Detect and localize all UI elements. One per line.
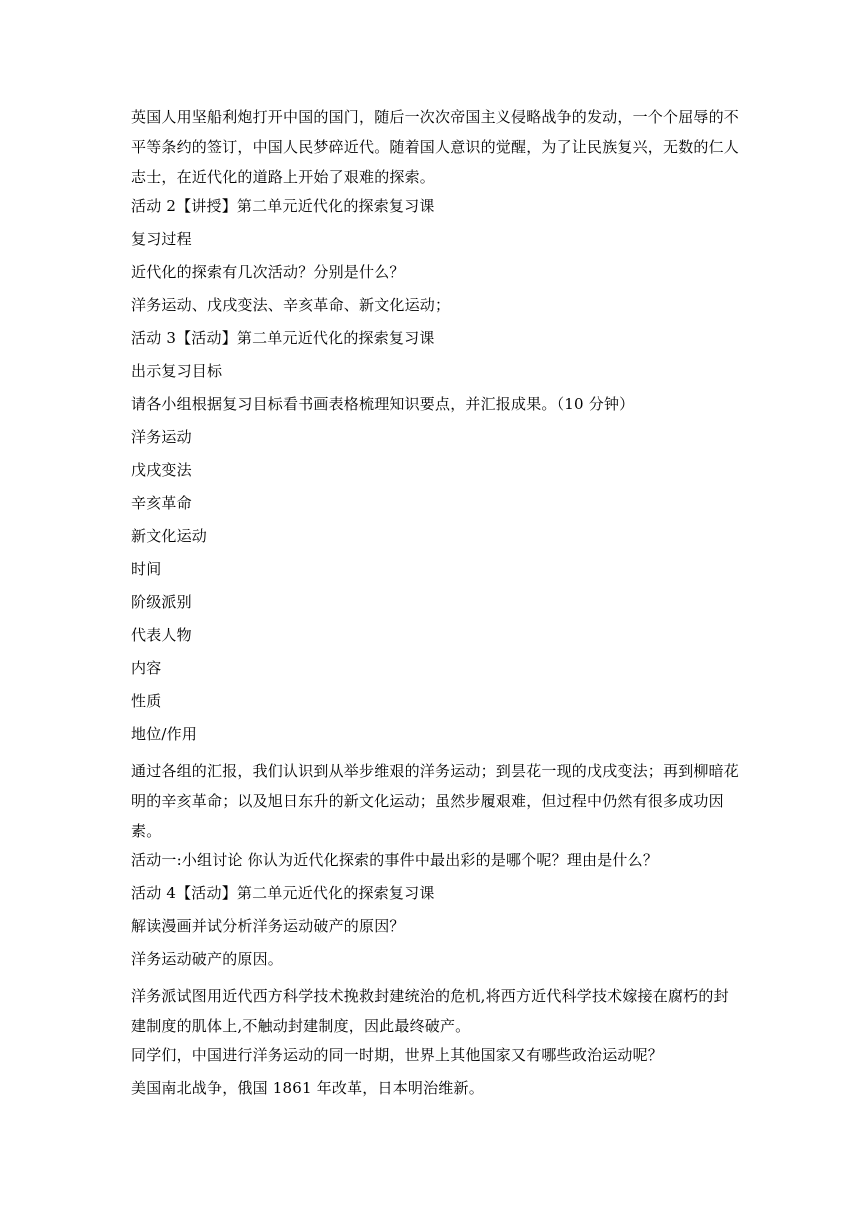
answer-paragraph: 洋务运动、戊戌变法、辛亥革命、新文化运动； (131, 296, 451, 314)
list-item: 代表人物 (131, 626, 192, 644)
summary-paragraph: 通过各组的汇报，我们认识到从举步维艰的洋务运动；到昙花一现的戊戌变法；再到柳暗花明的辛亥革命；以及旭日东升的新文化运动；虽然步履艰难，但过程中仍然有很多成功因素。 (131, 762, 740, 840)
intro-paragraph: 英国人用坚船利炮打开中国的国门，随后一次次帝国主义侵略战争的发动，一个个屈辱的不平等条约的签订，中国人民梦碎近代。随着国人意识的觉醒，为了让民族复兴，无数的仁人志士，在近代化的道路上开始了艰难的探索。 (131, 108, 740, 186)
discussion-paragraph: 活动一:小组讨论 你认为近代化探索的事件中最出彩的是哪个呢？理由是什么？ (131, 851, 659, 869)
list-item: 洋务运动 (131, 428, 192, 446)
comparison-question: 同学们，中国进行洋务运动的同一时期，世界上其他国家又有哪些政治运动呢？ (131, 1046, 664, 1064)
list-item: 新文化运动 (131, 527, 208, 545)
list-item: 阶级派别 (131, 593, 192, 611)
list-item: 地位/作用 (131, 725, 198, 743)
list-item: 性质 (131, 692, 162, 710)
comparison-answer: 美国南北战争，俄国 1861 年改革，日本明治维新。 (131, 1079, 484, 1097)
document-body (131, 102, 743, 1110)
question-paragraph: 近代化的探索有几次活动？分别是什么？ (131, 263, 405, 281)
activity-4-heading: 活动 4【活动】第二单元近代化的探索复习课 (131, 884, 435, 902)
list-item: 戊戌变法 (131, 461, 192, 479)
bankruptcy-reason-label: 洋务运动破产的原因。 (131, 950, 284, 968)
cartoon-question: 解读漫画并试分析洋务运动破产的原因？ (131, 917, 405, 935)
bankruptcy-reason-paragraph: 洋务派试图用近代西方科学技术挽救封建统治的危机,将西方近代科学技术嫁接在腐朽的封建制度的肌体上,不触动封建制度，因此最终破产。 (131, 987, 729, 1035)
activity-2-heading: 活动 2【讲授】第二单元近代化的探索复习课 (131, 197, 435, 215)
group-task-paragraph: 请各小组根据复习目标看书画表格梳理知识要点，并汇报成果。（10 分钟） (131, 395, 635, 413)
review-process-label: 复习过程 (131, 230, 192, 248)
list-item: 内容 (131, 659, 162, 677)
activity-3-heading: 活动 3【活动】第二单元近代化的探索复习课 (131, 329, 435, 347)
list-item: 辛亥革命 (131, 494, 192, 512)
review-goals-label: 出示复习目标 (131, 362, 223, 380)
list-item: 时间 (131, 560, 162, 578)
